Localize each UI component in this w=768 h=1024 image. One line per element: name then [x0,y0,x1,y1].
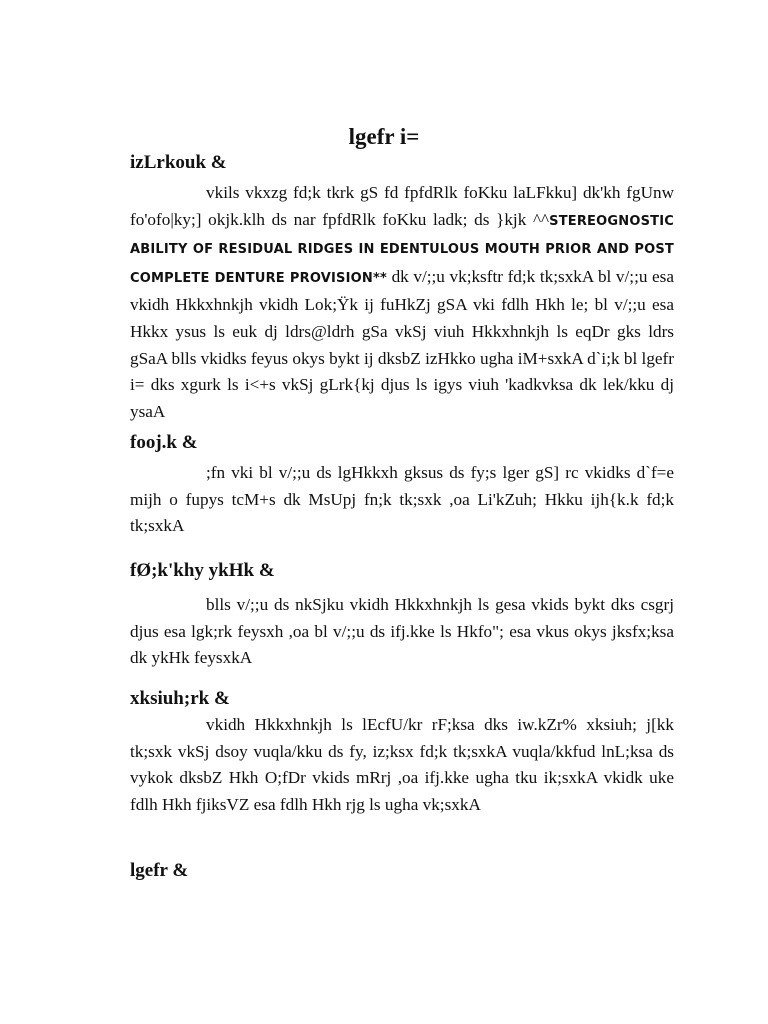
section-paragraph-benefits: blls v/;;u ds nkSjku vkidh Hkkxhnkjh ls gesa vkids bykt dks csgrj djus esa lgk;rk feysxh ,oa bl v/;;u ds ifj.kke ls Hkfo"; esa vkus okys jksfx;ksa dk ykHk feysxkA [130,595,674,668]
introduction-text-part2: dk v/;;u vk;ksftr fd;k tk;sxkA bl v/;;u esa vkidh Hkkxhnkjh vkidh Lok;Ÿk ij fuHkZj gSA vki fdlh Hkh le; bl v/;;u esa Hkkx ysus ls euk dj ldrs@ldrh gSa vkSj viuh Hkkxhnkjh ls eqDr gks ldrs gSaA blls vkidks feyus okys bykt ij dksbZ izHkko ugha iM+sxkA d`i;k bl lgefr i= dks xgurk ls i<+s vkSj gLrk{kj djus ls igys viuh 'kadkvksa dk lek/kku dj ysaA [130,266,675,421]
section-heading-introduction: izLrkouk & [130,152,227,173]
section-heading-consent: lgefr & [130,860,189,881]
document-title: lgefr i= [348,124,420,149]
section-heading-benefits: fØ;k'khy ykHk & [130,560,275,581]
introduction-text-part1: vkils vkxzg fd;k tkrk gS fd fpfdRlk foKku laLFkku] dk'kh fgUnw fo'ofo|ky;] okjk.klh ds nar fpfdRlk foKku ladk; ds }kjk ^^ [130,183,674,229]
section-paragraph-introduction [130,180,674,425]
study-title-caps: STEREOGNOSTIC ABILITY OF RESIDUAL RIDGES IN EDENTULOUS MOUTH PRIOR AND POST COMPLETE DENTURE PROVISION** [130,213,674,286]
section-paragraph-description: ;fn vki bl v/;;u ds lgHkkxh gksus ds fy;s lger gS] rc vkidks d`f=e mijh o fupys tcM+s dk MsUpj fn;k tk;sxk ,oa Li'kZuh; Hkku ijh{k.k fd;k tk;sxkA [130,463,674,536]
section-paragraph-confidentiality: vkidh Hkkxhnkjh ls lEcfU/kr rF;ksa dks iw.kZr% xksiuh; j[kk tk;sxk vkSj dsoy vuqla/kku ds fy, iz;ksx fd;k tk;sxkA vuqla/kkfud lnL;ksa ds vykok dksbZ Hkh O;fDr vkids mRrj ,oa ifj.kke ugha tku ik;sxkA vkidk uke fdlh Hkh fjiksVZ esa fdlh Hkh rjg ls ugha vk;sxkA [130,715,674,814]
section-heading-confidentiality: xksiuh;rk & [130,688,230,709]
section-heading-description: fooj.k & [130,432,198,453]
